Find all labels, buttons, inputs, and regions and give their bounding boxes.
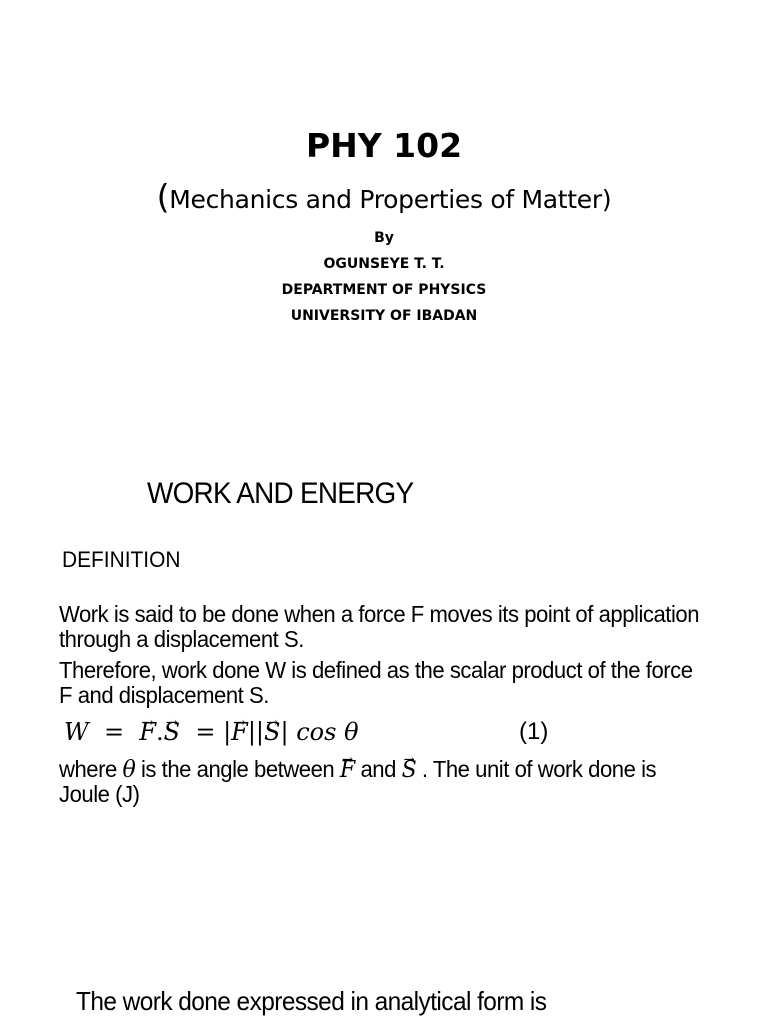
eq-abs-bar-1: | — [223, 718, 232, 746]
eq-equals-2: = — [195, 718, 216, 746]
angle-vector-s: → S — [402, 757, 417, 782]
subtitle-open-paren: ( — [156, 177, 170, 216]
subtitle-text: Mechanics and Properties of Matter) — [169, 185, 612, 214]
eq-abs-vector-f: → F — [231, 715, 248, 749]
slide-title: PHY 102 — [305, 126, 463, 165]
definition-paragraph: Work is said to be done when a force F moves its point of application through a displacement S. — [59, 601, 700, 652]
angle-vector-f: → F — [340, 757, 355, 782]
eq-abs-bar-2: | — [247, 718, 256, 746]
work-equation — [64, 715, 359, 749]
angle-text-3: and — [354, 756, 402, 782]
scalar-product-paragraph: Therefore, work done W is defined as the scalar product of the force F and displacement S. — [59, 657, 693, 708]
eq-vector-s: → S — [164, 715, 180, 749]
angle-text-2: is the angle between — [135, 756, 340, 782]
eq-symbol-w: W — [64, 718, 89, 746]
credit-department: DEPARTMENT OF PHYSICS — [281, 282, 487, 298]
angle-paragraph — [59, 757, 708, 807]
angle-text-4: . The unit of work done is Joule (J) — [59, 756, 657, 807]
eq-dot: . — [155, 718, 164, 746]
eq-abs-bar-4: | — [280, 718, 289, 746]
credit-author: OGUNSEYE T. T. — [323, 256, 445, 272]
eq-vector-f: → F — [139, 715, 156, 749]
eq-equals-1: = — [103, 718, 125, 746]
credit-university: UNIVERSITY OF IBADAN — [290, 308, 478, 324]
eq-theta: θ — [344, 718, 359, 746]
eq-abs-bar-3: | — [255, 718, 265, 746]
analytical-form-text: The work done expressed in analytical form is — [76, 986, 547, 1016]
angle-theta: θ — [122, 755, 136, 783]
eq-cos: cos — [296, 718, 337, 746]
equation-number: (1) — [519, 718, 549, 745]
definition-label: DEFINITION — [62, 547, 181, 572]
credit-by: By — [374, 230, 394, 246]
eq-abs-vector-s: → S — [264, 715, 280, 749]
slide-subtitle — [0, 178, 768, 219]
section-heading: WORK AND ENERGY — [147, 477, 414, 510]
angle-text-1: where — [59, 756, 123, 782]
